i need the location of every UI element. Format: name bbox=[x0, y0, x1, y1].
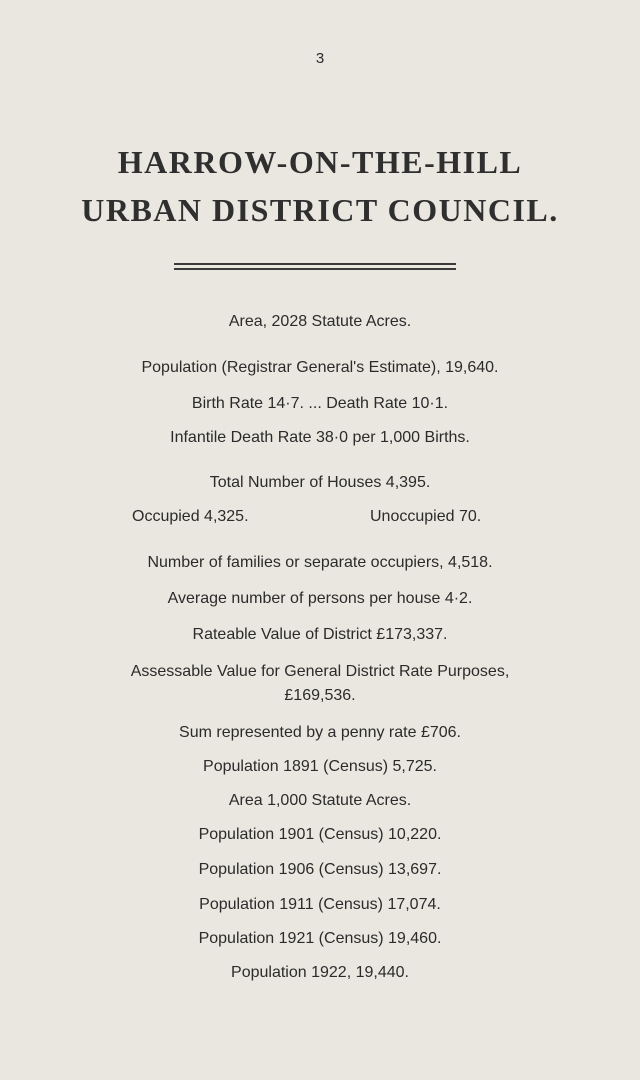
stat-population-1921: Population 1921 (Census) 19,460. bbox=[198, 930, 442, 947]
stat-unoccupied: Unoccupied 70. bbox=[370, 508, 482, 525]
stat-birth-death-rate: Birth Rate 14·7. ... Death Rate 10·1. bbox=[191, 395, 449, 412]
stat-families: Number of families or separate occupiers, 4,518. bbox=[147, 554, 493, 571]
stat-population-1911: Population 1911 (Census) 17,074. bbox=[199, 896, 441, 913]
double-rule-divider bbox=[174, 263, 456, 270]
rule-line-top bbox=[174, 263, 456, 265]
stat-assessable-value-line1: Assessable Value for General District Rate Purposes, bbox=[130, 663, 510, 680]
page-number: 3 bbox=[315, 50, 325, 67]
stat-population-1891: Population 1891 (Census) 5,725. bbox=[203, 758, 437, 775]
title-line-1: HARROW-ON-THE-HILL bbox=[117, 144, 523, 180]
stat-population-estimate: Population (Registrar General's Estimate), 19,640. bbox=[141, 359, 499, 376]
rule-line-bottom bbox=[174, 268, 456, 270]
stat-population-1922: Population 1922, 19,440. bbox=[231, 964, 409, 981]
title-line-2: URBAN DISTRICT COUNCIL. bbox=[81, 192, 559, 228]
stat-assessable-value-line2: £169,536. bbox=[284, 687, 356, 704]
stat-area: Area, 2028 Statute Acres. bbox=[228, 313, 412, 330]
stat-infantile-death-rate: Infantile Death Rate 38·0 per 1,000 Births. bbox=[170, 429, 470, 446]
stat-total-houses: Total Number of Houses 4,395. bbox=[209, 474, 431, 491]
stat-occupied: Occupied 4,325. bbox=[132, 508, 249, 525]
stat-penny-rate: Sum represented by a penny rate £706. bbox=[179, 724, 461, 741]
stat-population-1901: Population 1901 (Census) 10,220. bbox=[198, 826, 442, 843]
stat-persons-per-house: Average number of persons per house 4·2. bbox=[167, 590, 473, 607]
stat-rateable-value: Rateable Value of District £173,337. bbox=[192, 626, 448, 643]
stat-population-1906: Population 1906 (Census) 13,697. bbox=[198, 861, 442, 878]
stat-area-1000: Area 1,000 Statute Acres. bbox=[228, 792, 412, 809]
